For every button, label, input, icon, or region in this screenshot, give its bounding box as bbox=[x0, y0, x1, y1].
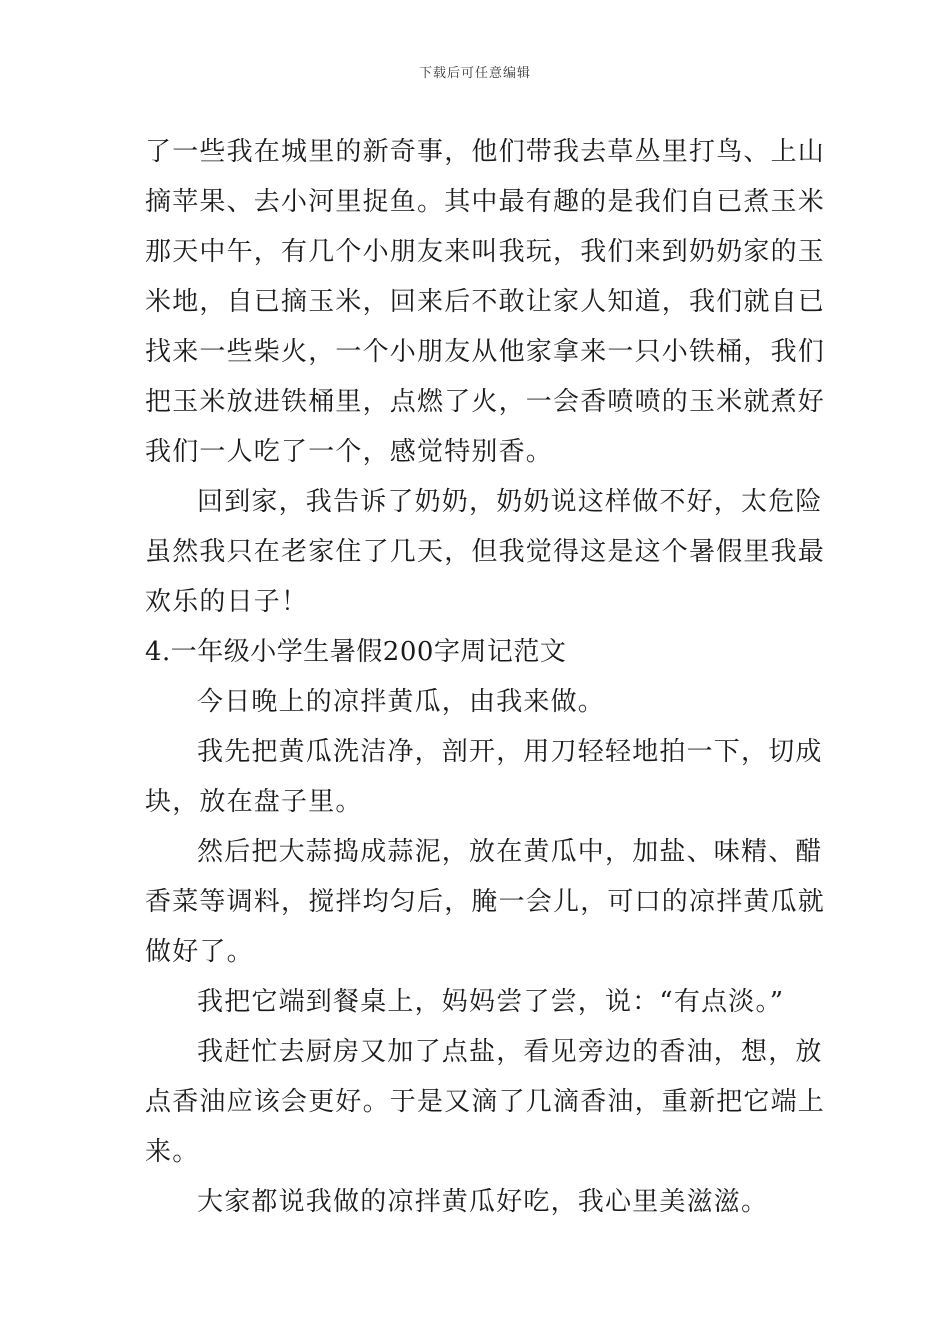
text-line: 然后把大蒜捣成蒜泥，放在黄瓜中，加盐、味精、醋 bbox=[197, 837, 823, 867]
document-body bbox=[145, 127, 826, 1227]
text-line: 我赶忙去厨房又加了点盐，看见旁边的香油，想，放 bbox=[197, 1037, 823, 1067]
text-line: 虽然我只在老家住了几天，但我觉得这是这个暑假里我最 bbox=[145, 537, 826, 567]
text-line: 我先把黄瓜洗洁净，剖开，用刀轻轻地拍一下，切成 bbox=[197, 737, 823, 767]
text-line: 了一些我在城里的新奇事，他们带我去草丛里打鸟、上山 bbox=[145, 137, 826, 167]
text-line: 欢乐的日子！ bbox=[145, 587, 309, 617]
text-line: 点香油应该会更好。于是又滴了几滴香油，重新把它端上 bbox=[145, 1087, 826, 1117]
text-line: 把玉米放进铁桶里，点燃了火，一会香喷喷的玉米就煮好 bbox=[145, 387, 826, 417]
section-heading: 4.一年级小学生暑假200字周记范文 bbox=[145, 637, 567, 667]
text-line: 今日晚上的凉拌黄瓜，由我来做。 bbox=[197, 687, 606, 717]
text-line: 做好了。 bbox=[145, 937, 254, 967]
text-line: 香菜等调料，搅拌均匀后，腌一会儿，可口的凉拌黄瓜就 bbox=[145, 887, 826, 917]
text-line: 回到家，我告诉了奶奶，奶奶说这样做不好，太危险 bbox=[197, 487, 823, 517]
text-line: 来。 bbox=[145, 1137, 200, 1167]
text-line: 那天中午，有几个小朋友来叫我玩，我们来到奶奶家的玉 bbox=[145, 237, 826, 267]
page-header: 下载后可任意编辑 bbox=[418, 66, 531, 81]
text-line: 米地，自已摘玉米，回来后不敢让家人知道，我们就自已 bbox=[145, 287, 826, 317]
text-line: 块，放在盘子里。 bbox=[145, 787, 363, 817]
text-line: 大家都说我做的凉拌黄瓜好吃，我心里美滋滋。 bbox=[197, 1187, 769, 1217]
text-line: 我们一人吃了一个，感觉特别香。 bbox=[145, 437, 554, 467]
text-line: 找来一些柴火，一个小朋友从他家拿来一只小铁桶，我们 bbox=[145, 337, 826, 367]
text-line: 我把它端到餐桌上，妈妈尝了尝，说：“有点淡。” bbox=[197, 987, 785, 1017]
text-line: 摘苹果、去小河里捉鱼。其中最有趣的是我们自已煮玉米 bbox=[145, 187, 826, 217]
